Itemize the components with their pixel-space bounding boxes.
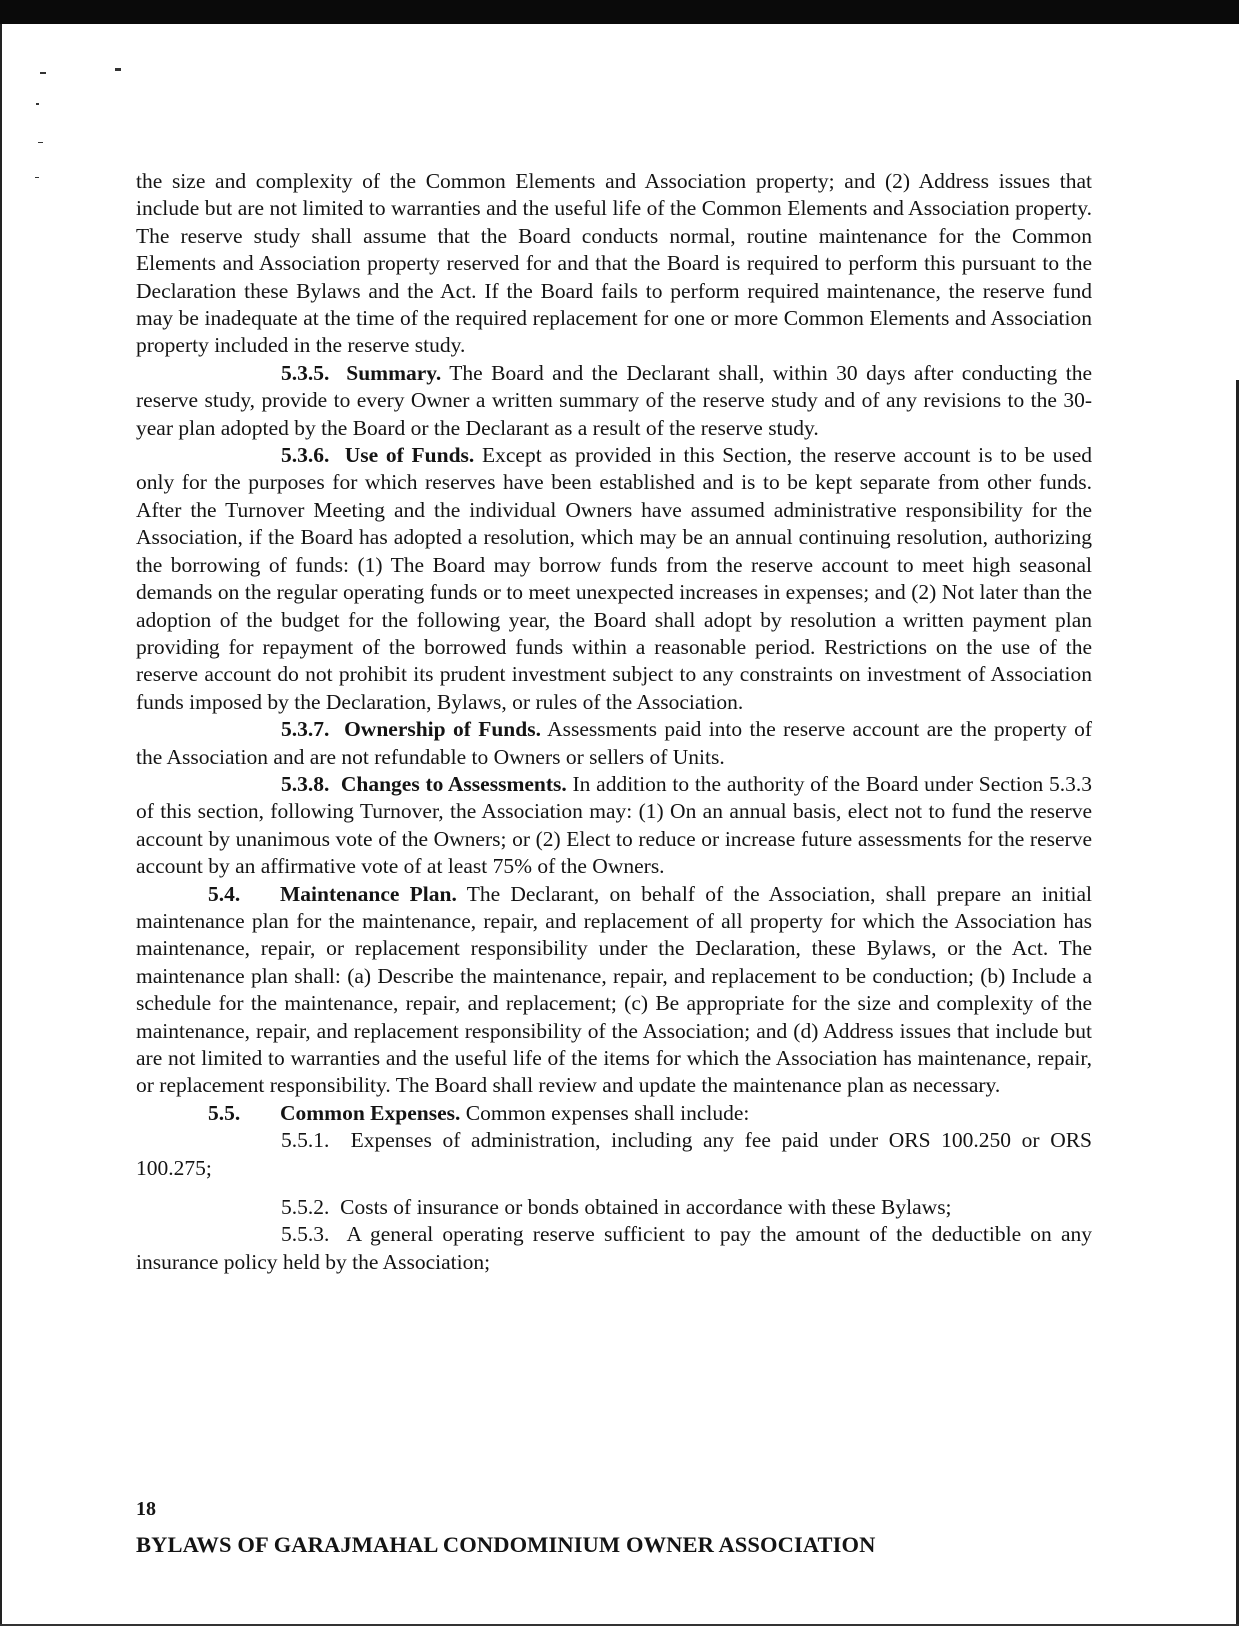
- section-title: Use of Funds.: [344, 443, 475, 468]
- page-number: 18: [136, 1498, 156, 1520]
- section-title: Summary.: [346, 360, 442, 385]
- section-title: Maintenance Plan.: [280, 881, 457, 906]
- section-5-3-5: [136, 360, 1092, 442]
- section-number: 5.3.8.: [281, 771, 330, 796]
- section-number: 5.5.: [208, 1100, 241, 1125]
- scan-left-edge: [0, 24, 2, 1626]
- section-number: 5.3.7.: [281, 717, 330, 742]
- section-title: Common Expenses.: [280, 1100, 461, 1125]
- document-body: [136, 168, 1092, 1276]
- section-number: 5.3.6.: [281, 443, 330, 468]
- section-number: 5.5.1.: [281, 1128, 330, 1153]
- scan-speck: [35, 177, 39, 178]
- section-title: Changes to Assessments.: [340, 771, 567, 796]
- section-5-5: [136, 1100, 1092, 1127]
- section-text: Common expenses shall include:: [465, 1100, 750, 1125]
- section-text: The Board and the Declarant shall, within 30 days after conducting the reserve study, provide to every Owner a written summary of the reserve study and of any revisions to the 30-year plan adopted by the Board or the Declarant as a result of the reserve study.: [136, 360, 1092, 440]
- section-text: Assessments paid into the reserve account are the property of the Association and are not refundable to Owners or sellers of Units.: [136, 717, 1092, 769]
- scan-speck: [38, 142, 43, 143]
- section-5-4: [136, 881, 1092, 1100]
- section-5-3-7: [136, 716, 1092, 771]
- continuation-paragraph: the size and complexity of the Common Elements and Association property; and (2) Address issues that include but are not limited to warranties and the useful life of the Common Elements and Association property. The reserve study shall assume that the Board conducts normal, routine maintenance for the Common Elements and Association property reserved for and that the Board is required to perform this pursuant to the Declaration these Bylaws and the Act. If the Board fails to perform required maintenance, the reserve fund may be inadequate at the time of the required replacement for one or more Common Elements and Association property included in the reserve study.: [136, 169, 1092, 358]
- scan-speck: [36, 103, 39, 105]
- section-5-5-3: [136, 1221, 1092, 1276]
- section-text: Costs of insurance or bonds obtained in accordance with these Bylaws;: [340, 1195, 952, 1220]
- scan-speck: [115, 68, 121, 71]
- section-5-3-6: [136, 442, 1092, 716]
- section-5-5-1: [136, 1127, 1092, 1182]
- section-title: Ownership of Funds.: [344, 717, 541, 742]
- document-title-footer: BYLAWS OF GARAJMAHAL CONDOMINIUM OWNER ASSOCIATION: [136, 1532, 876, 1557]
- section-text: A general operating reserve sufficient to pay the amount of the deductible on any insurance policy held by the Association;: [136, 1222, 1092, 1274]
- section-number: 5.5.3.: [281, 1222, 330, 1247]
- section-number: 5.5.2.: [281, 1195, 330, 1220]
- section-text: In addition to the authority of the Board under Section 5.3.3 of this section, following Turnover, the Association may: (1) On an annual basis, elect not to fund the reserve account by unanimous vote of the Owners; or (2) Elect to reduce or increase future assessments for the reserve account by an affirmative vote of at least 75% of the Owners.: [136, 771, 1093, 879]
- section-number: 5.4.: [208, 881, 241, 906]
- section-text: The Declarant, on behalf of the Association, shall prepare an initial maintenance plan for the maintenance, repair, and replacement of all property for which the Association has maintenance, repair, or replacement responsibility under the Declaration, these Bylaws, or the Act. The maintenance plan shall: (a) Describe the maintenance, repair, and replacement to be conduction; (b) Include a schedule for the maintenance, repair, and replacement; (c) Be appropriate for the size and complexity of the maintenance, repair, and replacement responsibility of the Association; and (d) Address issues that include but are not limited to warranties and the useful life of the items for which the Association has maintenance, repair, or replacement responsibility. The Board shall review and update the maintenance plan as necessary.: [136, 881, 1092, 1098]
- section-5-3-8: [136, 771, 1092, 881]
- scan-speck: [40, 72, 46, 74]
- section-text: Expenses of administration, including any fee paid under ORS 100.250 or ORS 100.275;: [136, 1128, 1093, 1180]
- section-text: Except as provided in this Section, the reserve account is to be used only for the purposes for which reserves have been established and is to be kept separate from other funds. After the Turnover Meeting and the individual Owners have assumed administrative responsibility for the Association, if the Board has adopted a resolution, which may be an annual continuing resolution, authorizing the borrowing of funds: (1) The Board may borrow funds from the reserve account to meet high seasonal demands on the regular operating funds or to meet unexpected increases in expenses; and (2) Not later than the adoption of the budget for the following year, the Board shall adopt by resolution a written payment plan providing for repayment of the borrowed funds within a reasonable period. Restrictions on the use of the reserve account do not prohibit its prudent investment subject to any constraints on investment of Association funds imposed by the Declaration, Bylaws, or rules of the Association.: [136, 443, 1093, 714]
- section-number: 5.3.5.: [281, 360, 330, 385]
- section-5-5-2: [136, 1194, 1092, 1221]
- scan-top-border: [0, 0, 1239, 24]
